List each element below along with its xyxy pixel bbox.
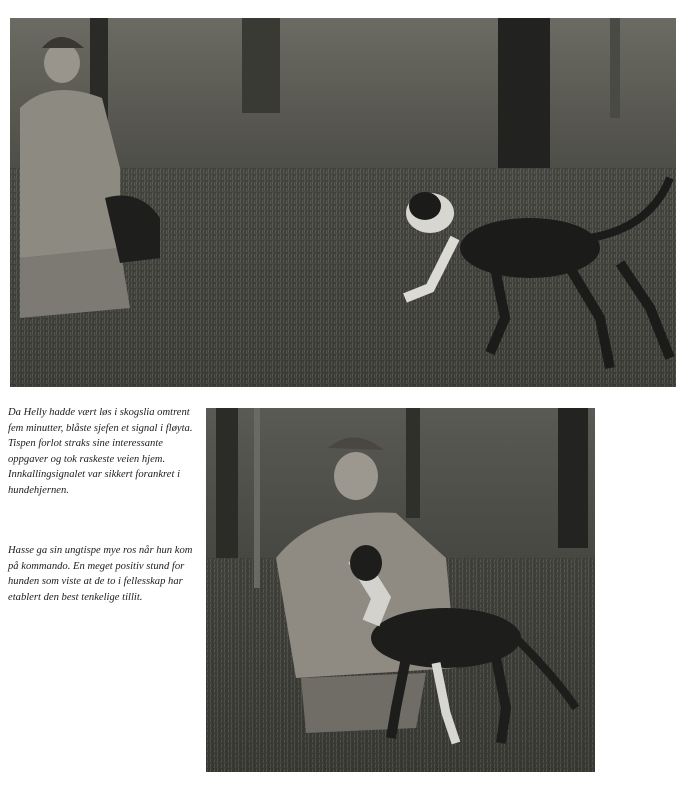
caption-second: Hasse ga sin ungtispe mye ros når hun kom på kommando. En meget positiv stund for hunden som viste at de to i fellesskap har etablert den best tenkelige tillit. [8, 545, 193, 603]
photo-man-rewarding-dog-icon [206, 408, 595, 772]
photo-bottom [206, 408, 595, 772]
photo-man-calling-dog-icon [10, 18, 676, 387]
caption-first: Da Helly hadde vært løs i skogslia omtrent fem minutter, blåste sjefen et signal i fløyta. Tispen forlot straks sine interessante oppgaver og tok raskeste veien hjem. Innkallingsignalet var sikkert forankret i hundehjernen. [8, 407, 193, 496]
photo-top [10, 18, 676, 387]
